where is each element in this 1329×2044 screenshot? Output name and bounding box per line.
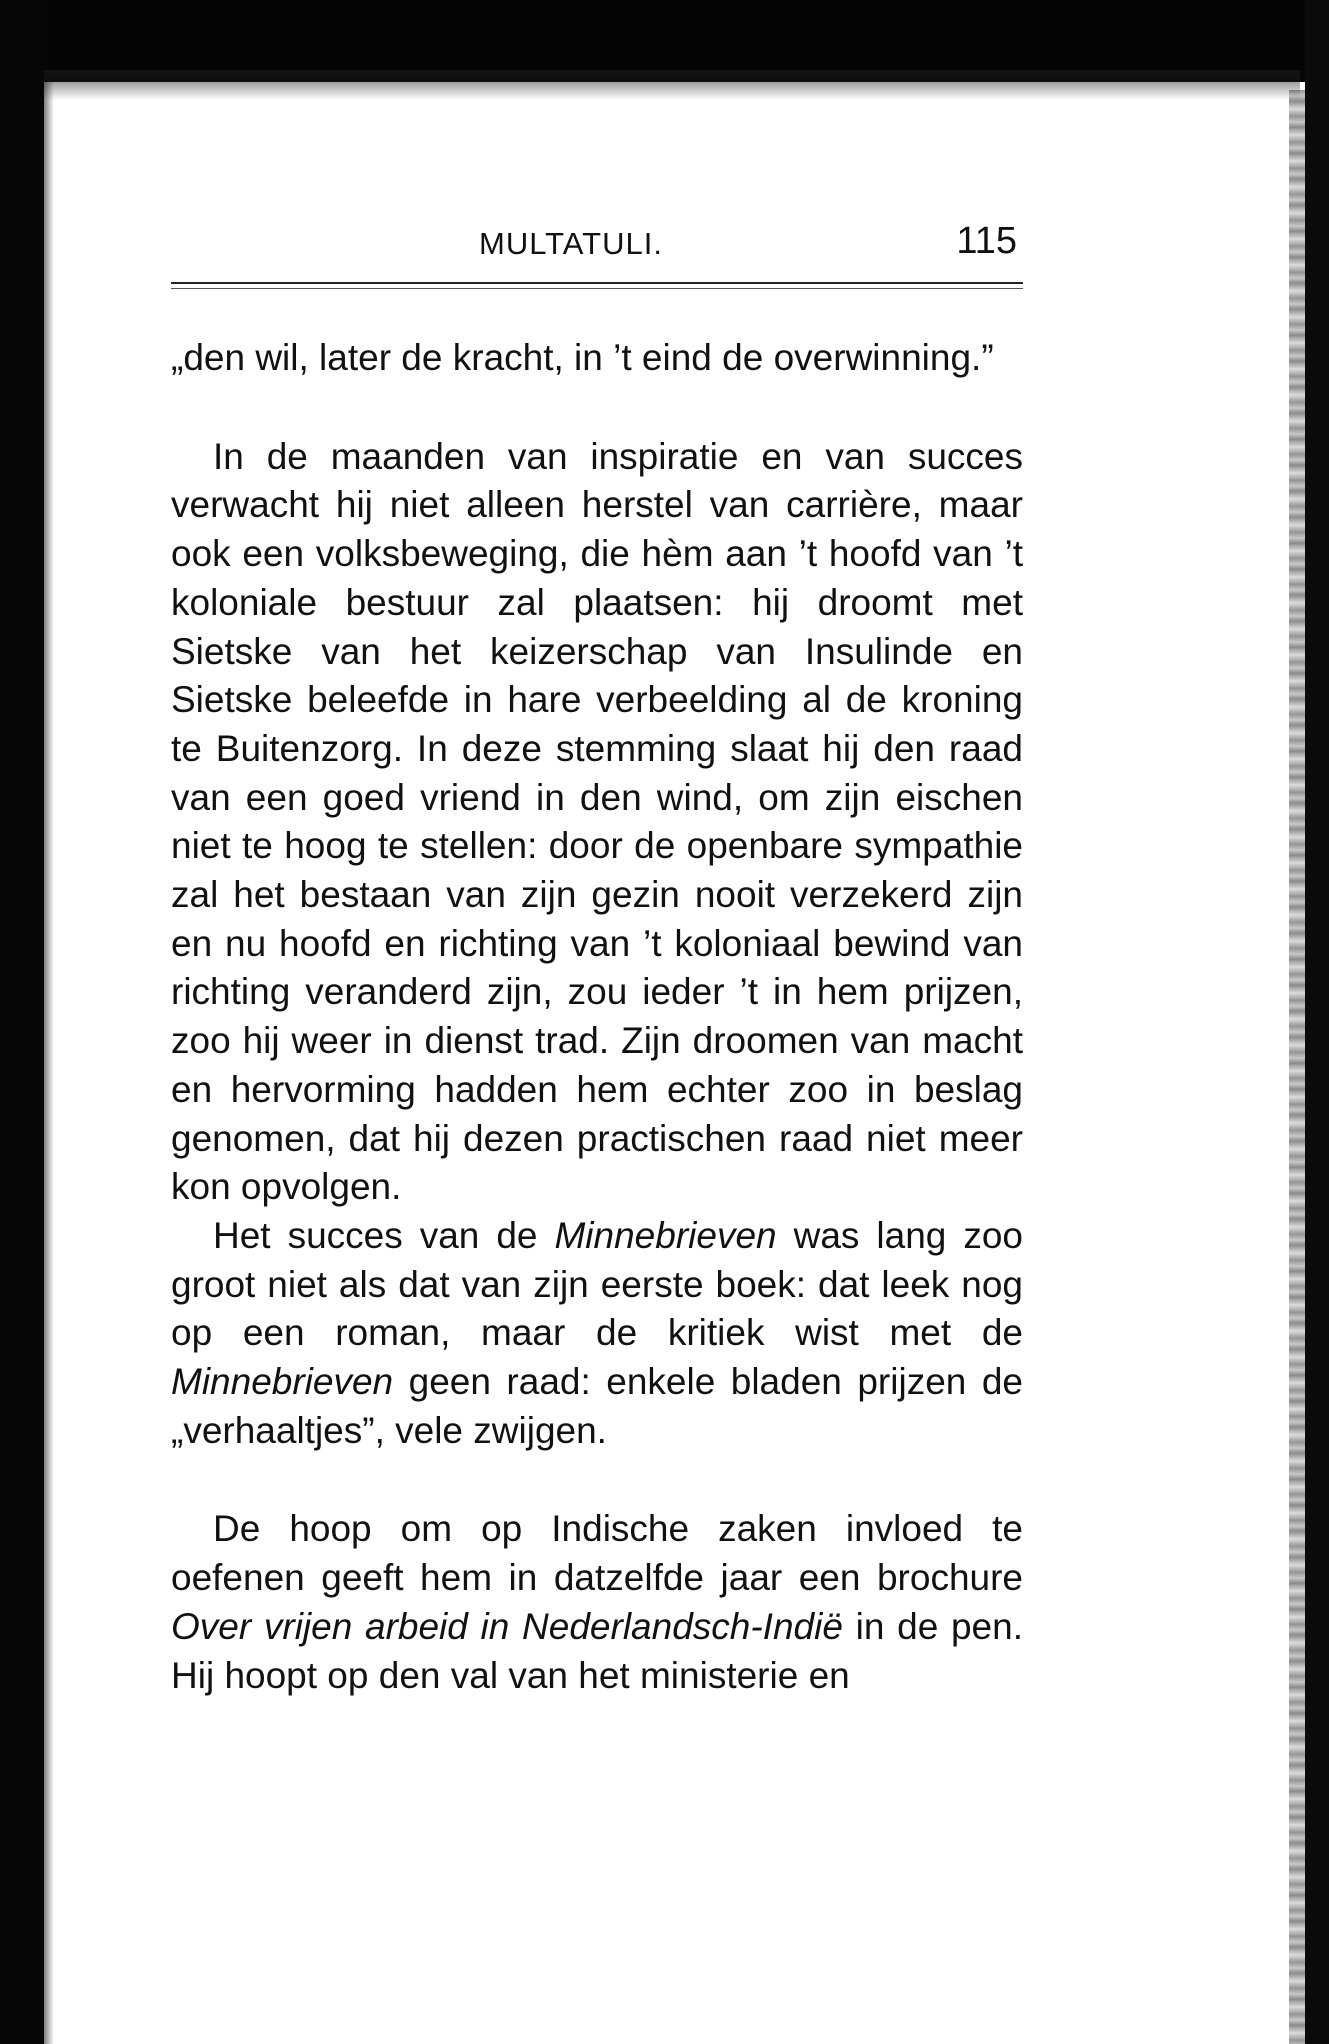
paragraph [171,433,1023,1212]
scan-left-border [0,0,44,2044]
paragraph [171,334,1023,383]
running-title: MULTATULI. [479,226,663,261]
page-number: 115 [956,220,1017,262]
text-segment: was lang zoo groot niet als dat van zijn eerste boek: dat leek nog op een roman, maar de kritiek wist met de [171,1214,1023,1354]
book-page [171,220,1023,1696]
header-rule [171,282,1023,284]
paragraph [171,1212,1023,1456]
text-segment: in de pen. Hij hoopt op den val van het ministerie en [171,1605,1023,1696]
body-text [171,334,1023,1700]
scan-right-border [1305,0,1329,2044]
text-segment: Het succes van de [213,1214,555,1256]
paragraph [171,1505,1023,1700]
scan-left-shadow [44,82,54,2044]
italic-title: Minnebrieven [554,1214,777,1256]
text-segment: geen raad: enkele bladen prijzen de „verhaaltjes”, vele zwijgen. [171,1361,1023,1451]
italic-title: Over vrijen arbeid in Nederlandsch-Indië [171,1605,843,1647]
scan-top-shadow [40,70,1300,100]
italic-title: Minnebrieven [171,1361,394,1403]
header-rule-thin [171,288,1023,289]
page-header [171,220,1023,282]
text-segment: De hoop om op Indische zaken invloed te oefenen geeft hem in datzelfde jaar een brochure [171,1508,1023,1599]
text-segment: In de maanden van inspiratie en van succes verwacht hij niet alleen herstel van carrière, maar ook een volksbeweging, die hèm aan ’t hoofd van ’t koloniale bestuur zal plaatsen: hij droomt met Sietske van het keizerschap van Insulinde en Sietske beleefde in hare verbeelding al de kroning te Buitenzorg. In deze stemming slaat hij den raad van een goed vriend in den wind, om zijn eischen niet te hoog te stellen: door de openbare sympathie zal het bestaan van zijn gezin nooit verzekerd zijn en nu hoofd en richting van ’t koloniaal bewind van richting veranderd zijn, zou ieder ’t in hem prijzen, zoo hij weer in dienst trad. Zijn droomen van macht en hervorming hadden hem echter zoo in beslag genomen, dat hij dezen practischen raad niet meer kon opvolgen. [171,435,1023,1208]
text-segment: „den wil, later de kracht, in ’t eind de overwinning.” [171,337,994,378]
scan-right-page-edges [1289,90,1305,2044]
